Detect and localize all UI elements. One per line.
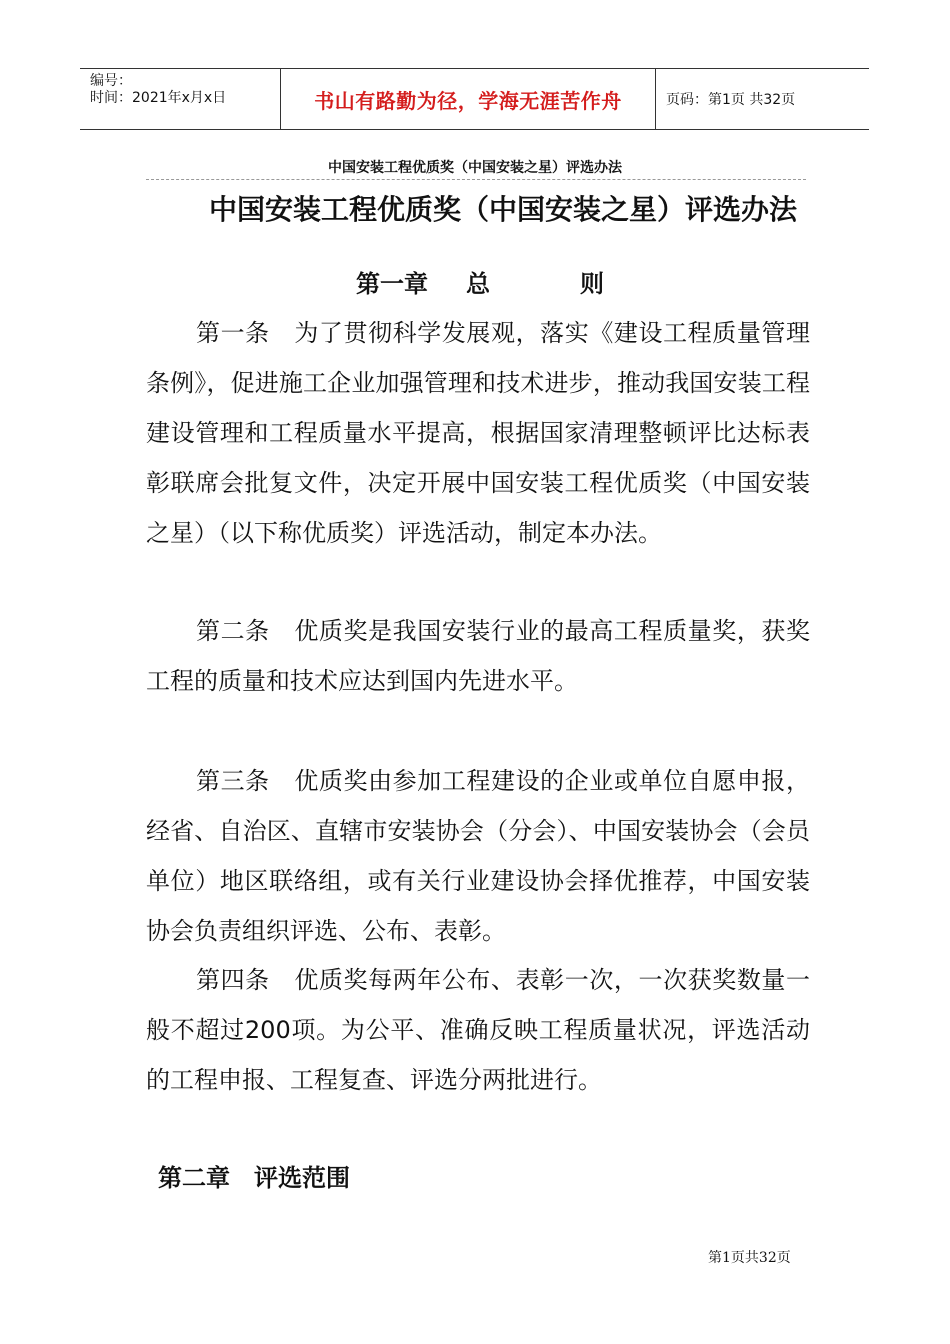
document-title: 中国安装工程优质奖（中国安装之星）评选办法 <box>208 193 797 226</box>
page-code-cell <box>656 69 869 129</box>
page-code: 页码：第1页 共32页 <box>666 92 796 108</box>
article-4: 第四条 优质奖每两年公布、表彰一次，一次获奖数量一般不超过200项。为公平、准确反映工程质量状况，评选活动的工程申报、工程复查、评选分两批进行。 <box>146 966 810 1094</box>
page-footer: 第1页共32页 <box>708 1250 791 1266</box>
date-label: 时间：2021年x月x日 <box>90 90 227 106</box>
chapter-1-word-2: 则 <box>580 270 604 298</box>
article-3: 第三条 优质奖由参加工程建设的企业或单位自愿申报，经省、自治区、直辖市安装协会（分会）、中国安装协会（会员单位）地区联络组，或有关行业建设协会择优推荐，中国安装协会负责组织评选、公布、表彰。 <box>146 767 810 945</box>
chapter-1-word-1: 总 <box>466 270 490 298</box>
article-1: 第一条 为了贯彻科学发展观，落实《建设工程质量管理条例》，促进施工企业加强管理和技术进步，推动我国安装工程建设管理和工程质量水平提高，根据国家清理整顿评比达标表彰联席会批复文件，决定开展中国安装工程优质奖（中国安装之星）（以下称优质奖）评选活动，制定本办法。 <box>146 319 810 547</box>
serial-label: 编号： <box>90 73 132 89</box>
header-info-cell <box>80 69 281 129</box>
article-2: 第二条 优质奖是我国安装行业的最高工程质量奖，获奖工程的质量和技术应达到国内先进水平。 <box>146 617 810 695</box>
motto-text: 书山有路勤为径，学海无涯苦作舟 <box>314 88 622 113</box>
running-head-divider <box>146 179 806 180</box>
running-head: 中国安装工程优质奖（中国安装之星）评选办法 <box>328 160 622 176</box>
motto-cell <box>281 69 656 129</box>
chapter-2-heading: 第二章 评选范围 <box>158 1164 350 1192</box>
chapter-1-heading <box>356 264 604 299</box>
chapter-1-number: 第一章 <box>356 270 428 298</box>
header-table <box>80 68 869 130</box>
